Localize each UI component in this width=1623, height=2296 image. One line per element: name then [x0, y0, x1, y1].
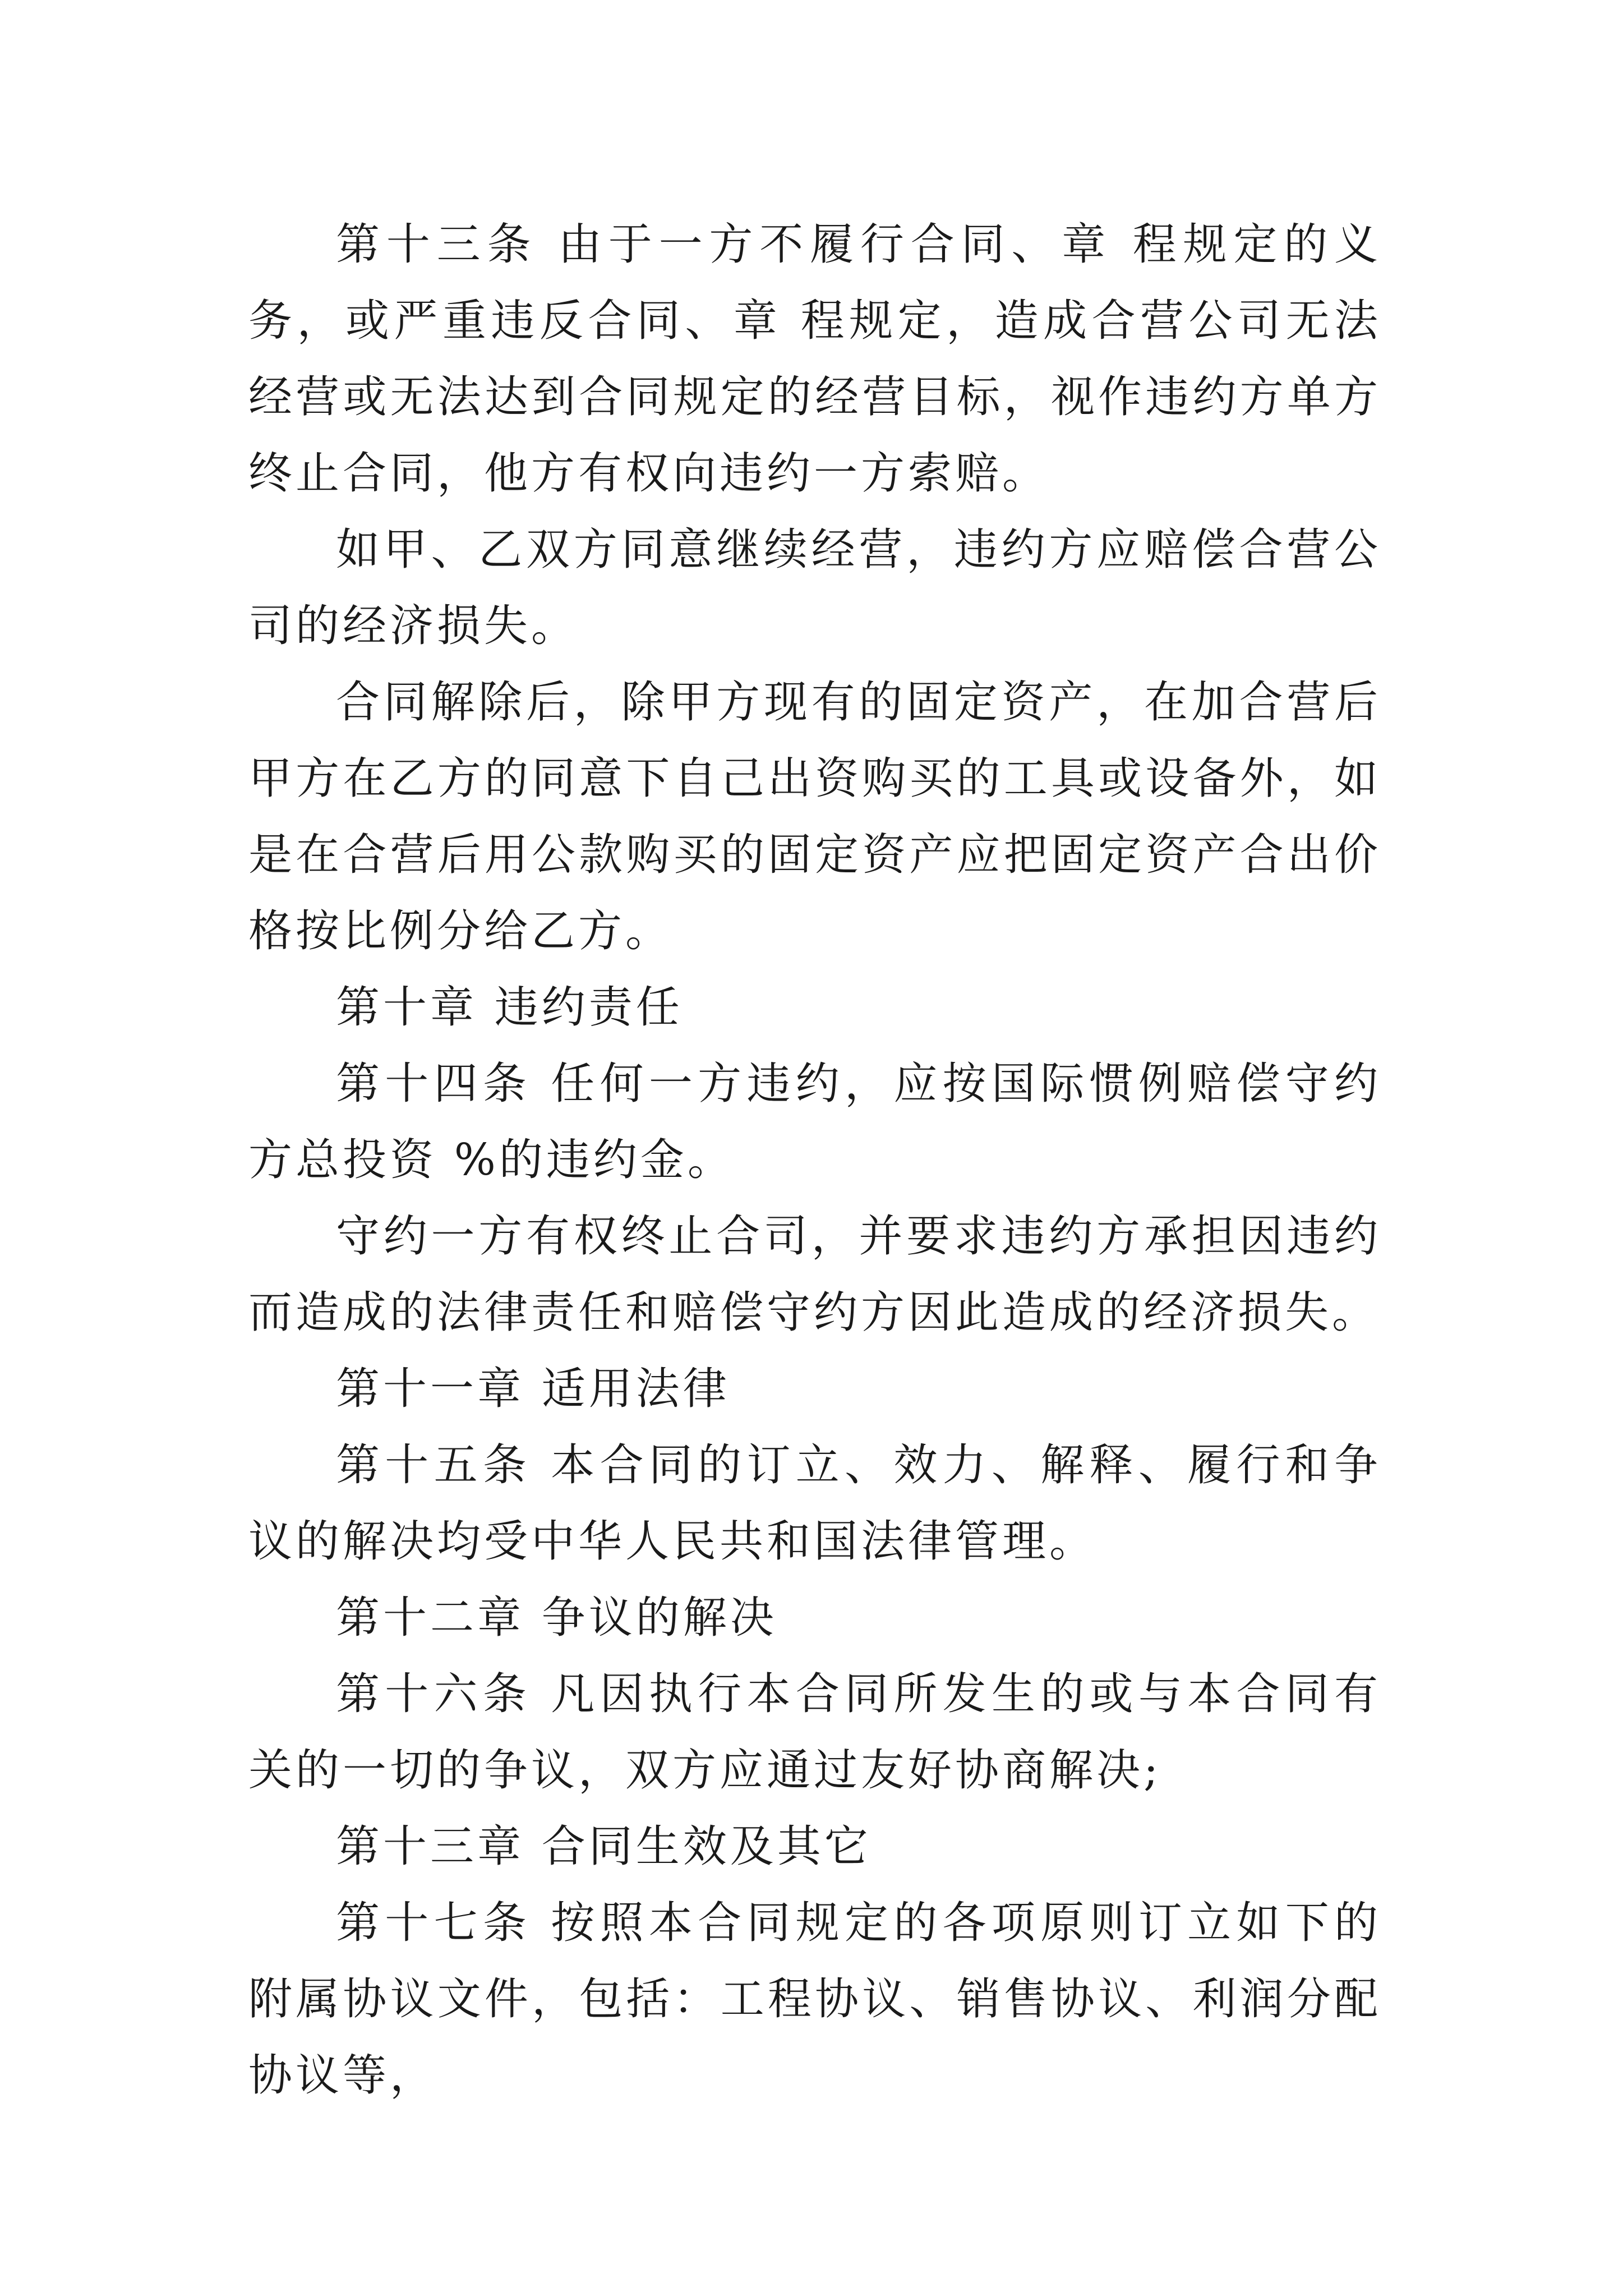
contract-termination-paragraph: 合同解除后，除甲方现有的固定资产，在加合营后甲方在乙方的同意下自己出资购买的工具或设备外，如是在合营后用公款购买的固定资产应把固定资产合出价格按比例分给乙方。 — [248, 677, 1381, 956]
chapter-13-heading: 第十三章 合同生效及其它 — [336, 1821, 872, 1872]
document-body — [248, 206, 1381, 2114]
article-17-paragraph: 第十七条 按照本合同规定的各项原则订立如下的附属协议文件，包括：工程协议、销售协议、利润分配协议等， — [248, 1898, 1381, 2101]
chapter-12-heading: 第十二章 争议的解决 — [336, 1593, 777, 1643]
article-14-paragraph: 第十四条 任何一方违约，应按国际惯例赔偿守约方总投资 %的违约金。 — [248, 1059, 1381, 1185]
article-16-paragraph: 第十六条 凡因执行本合同所发生的或与本合同有关的一切的争议，双方应通过友好协商解决; — [248, 1669, 1381, 1796]
chapter-11-heading: 第十一章 适用法律 — [336, 1364, 730, 1414]
observant-party-rights-paragraph: 守约一方有权终止合司，并要求违约方承担因违约而造成的法律责任和赔偿守约方因此造成的经济损失。 — [248, 1211, 1381, 1338]
article-13-paragraph: 第十三条 由于一方不履行合同、章 程规定的义务，或严重违反合同、章 程规定，造成合营公司无法经营或无法达到合同规定的经营目标，视作违约方单方终止合同，他方有权向违约一方索赔。 — [248, 219, 1381, 499]
chapter-10-heading: 第十章 违约责任 — [336, 982, 683, 1033]
article-15-paragraph: 第十五条 本合同的订立、效力、解释、履行和争议的解决均受中华人民共和国法律管理。 — [248, 1440, 1381, 1567]
continue-operation-paragraph: 如甲、乙双方同意继续经营，违约方应赔偿合营公司的经济损失。 — [248, 524, 1381, 651]
